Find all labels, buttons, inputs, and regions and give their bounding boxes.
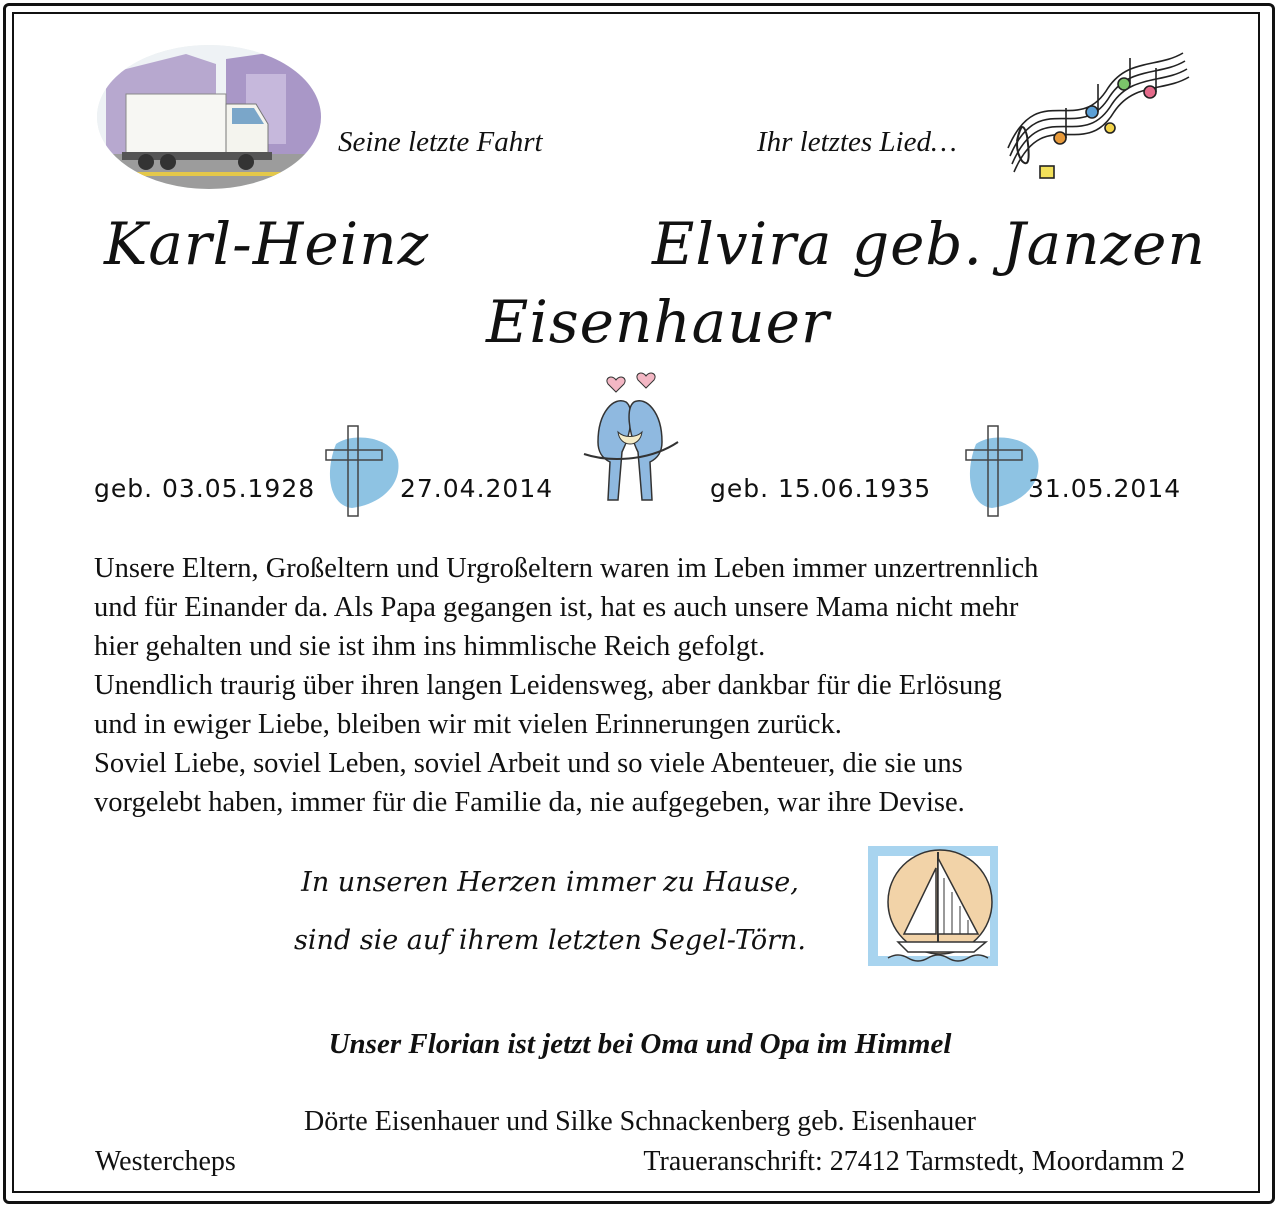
family-names: Dörte Eisenhauer und Silke Schnackenberg geb. Eisenhauer xyxy=(303,1106,977,1137)
truck-image xyxy=(96,44,322,190)
body-line: vorgelebt haben, immer für die Familie da, nie aufgegeben, war ihre Devise. xyxy=(94,787,965,818)
him-birth-date: geb. 03.05.1928 xyxy=(94,474,316,503)
quote-line: In unseren Herzen immer zu Hause, xyxy=(301,867,799,898)
body-line: hier gehalten und sie ist ihm ins himmlische Reich gefolgt. xyxy=(94,631,766,662)
body-line: Unendlich traurig über ihren langen Leidensweg, aber dankbar für die Erlösung xyxy=(94,670,1002,701)
her-birth-date: geb. 15.06.1935 xyxy=(710,474,932,503)
surname: Eisenhauer xyxy=(486,288,830,356)
body-line: Unsere Eltern, Großeltern und Urgroßeltern waren im Leben immer unzertrennlich xyxy=(94,553,1039,584)
body-line: und für Einander da. Als Papa gegangen ist, hat es auch unsere Mama nicht mehr xyxy=(94,592,1019,623)
quote xyxy=(270,854,830,970)
cross-icon-her xyxy=(962,424,1042,518)
right-caption: Ihr letztes Lied… xyxy=(757,126,957,158)
name-her: Elvira geb. Janzen xyxy=(652,210,1206,278)
him-death-date: 27.04.2014 xyxy=(400,474,554,503)
cross-icon xyxy=(322,424,402,518)
florian-line: Unser Florian ist jetzt bei Oma und Opa im Himmel xyxy=(328,1028,952,1060)
body-line: Soviel Liebe, soviel Leben, soviel Arbeit und so viele Abenteuer, die sie uns xyxy=(94,748,963,779)
place: Westercheps xyxy=(95,1146,236,1177)
mourning-address: Traueranschrift: 27412 Tarmstedt, Moordamm 2 xyxy=(643,1146,1185,1177)
left-caption: Seine letzte Fahrt xyxy=(338,126,543,158)
her-death-date: 31.05.2014 xyxy=(1028,474,1182,503)
body-text xyxy=(94,549,1186,822)
music-notes-image xyxy=(1000,46,1190,186)
body-line: und in ewiger Liebe, bleiben wir mit vielen Erinnerungen zurück. xyxy=(94,709,842,740)
birds-icon xyxy=(578,372,682,506)
name-him: Karl-Heinz xyxy=(104,210,430,278)
quote-line: sind sie auf ihrem letzten Segel-Törn. xyxy=(293,925,807,956)
sailboat-icon xyxy=(868,838,998,968)
